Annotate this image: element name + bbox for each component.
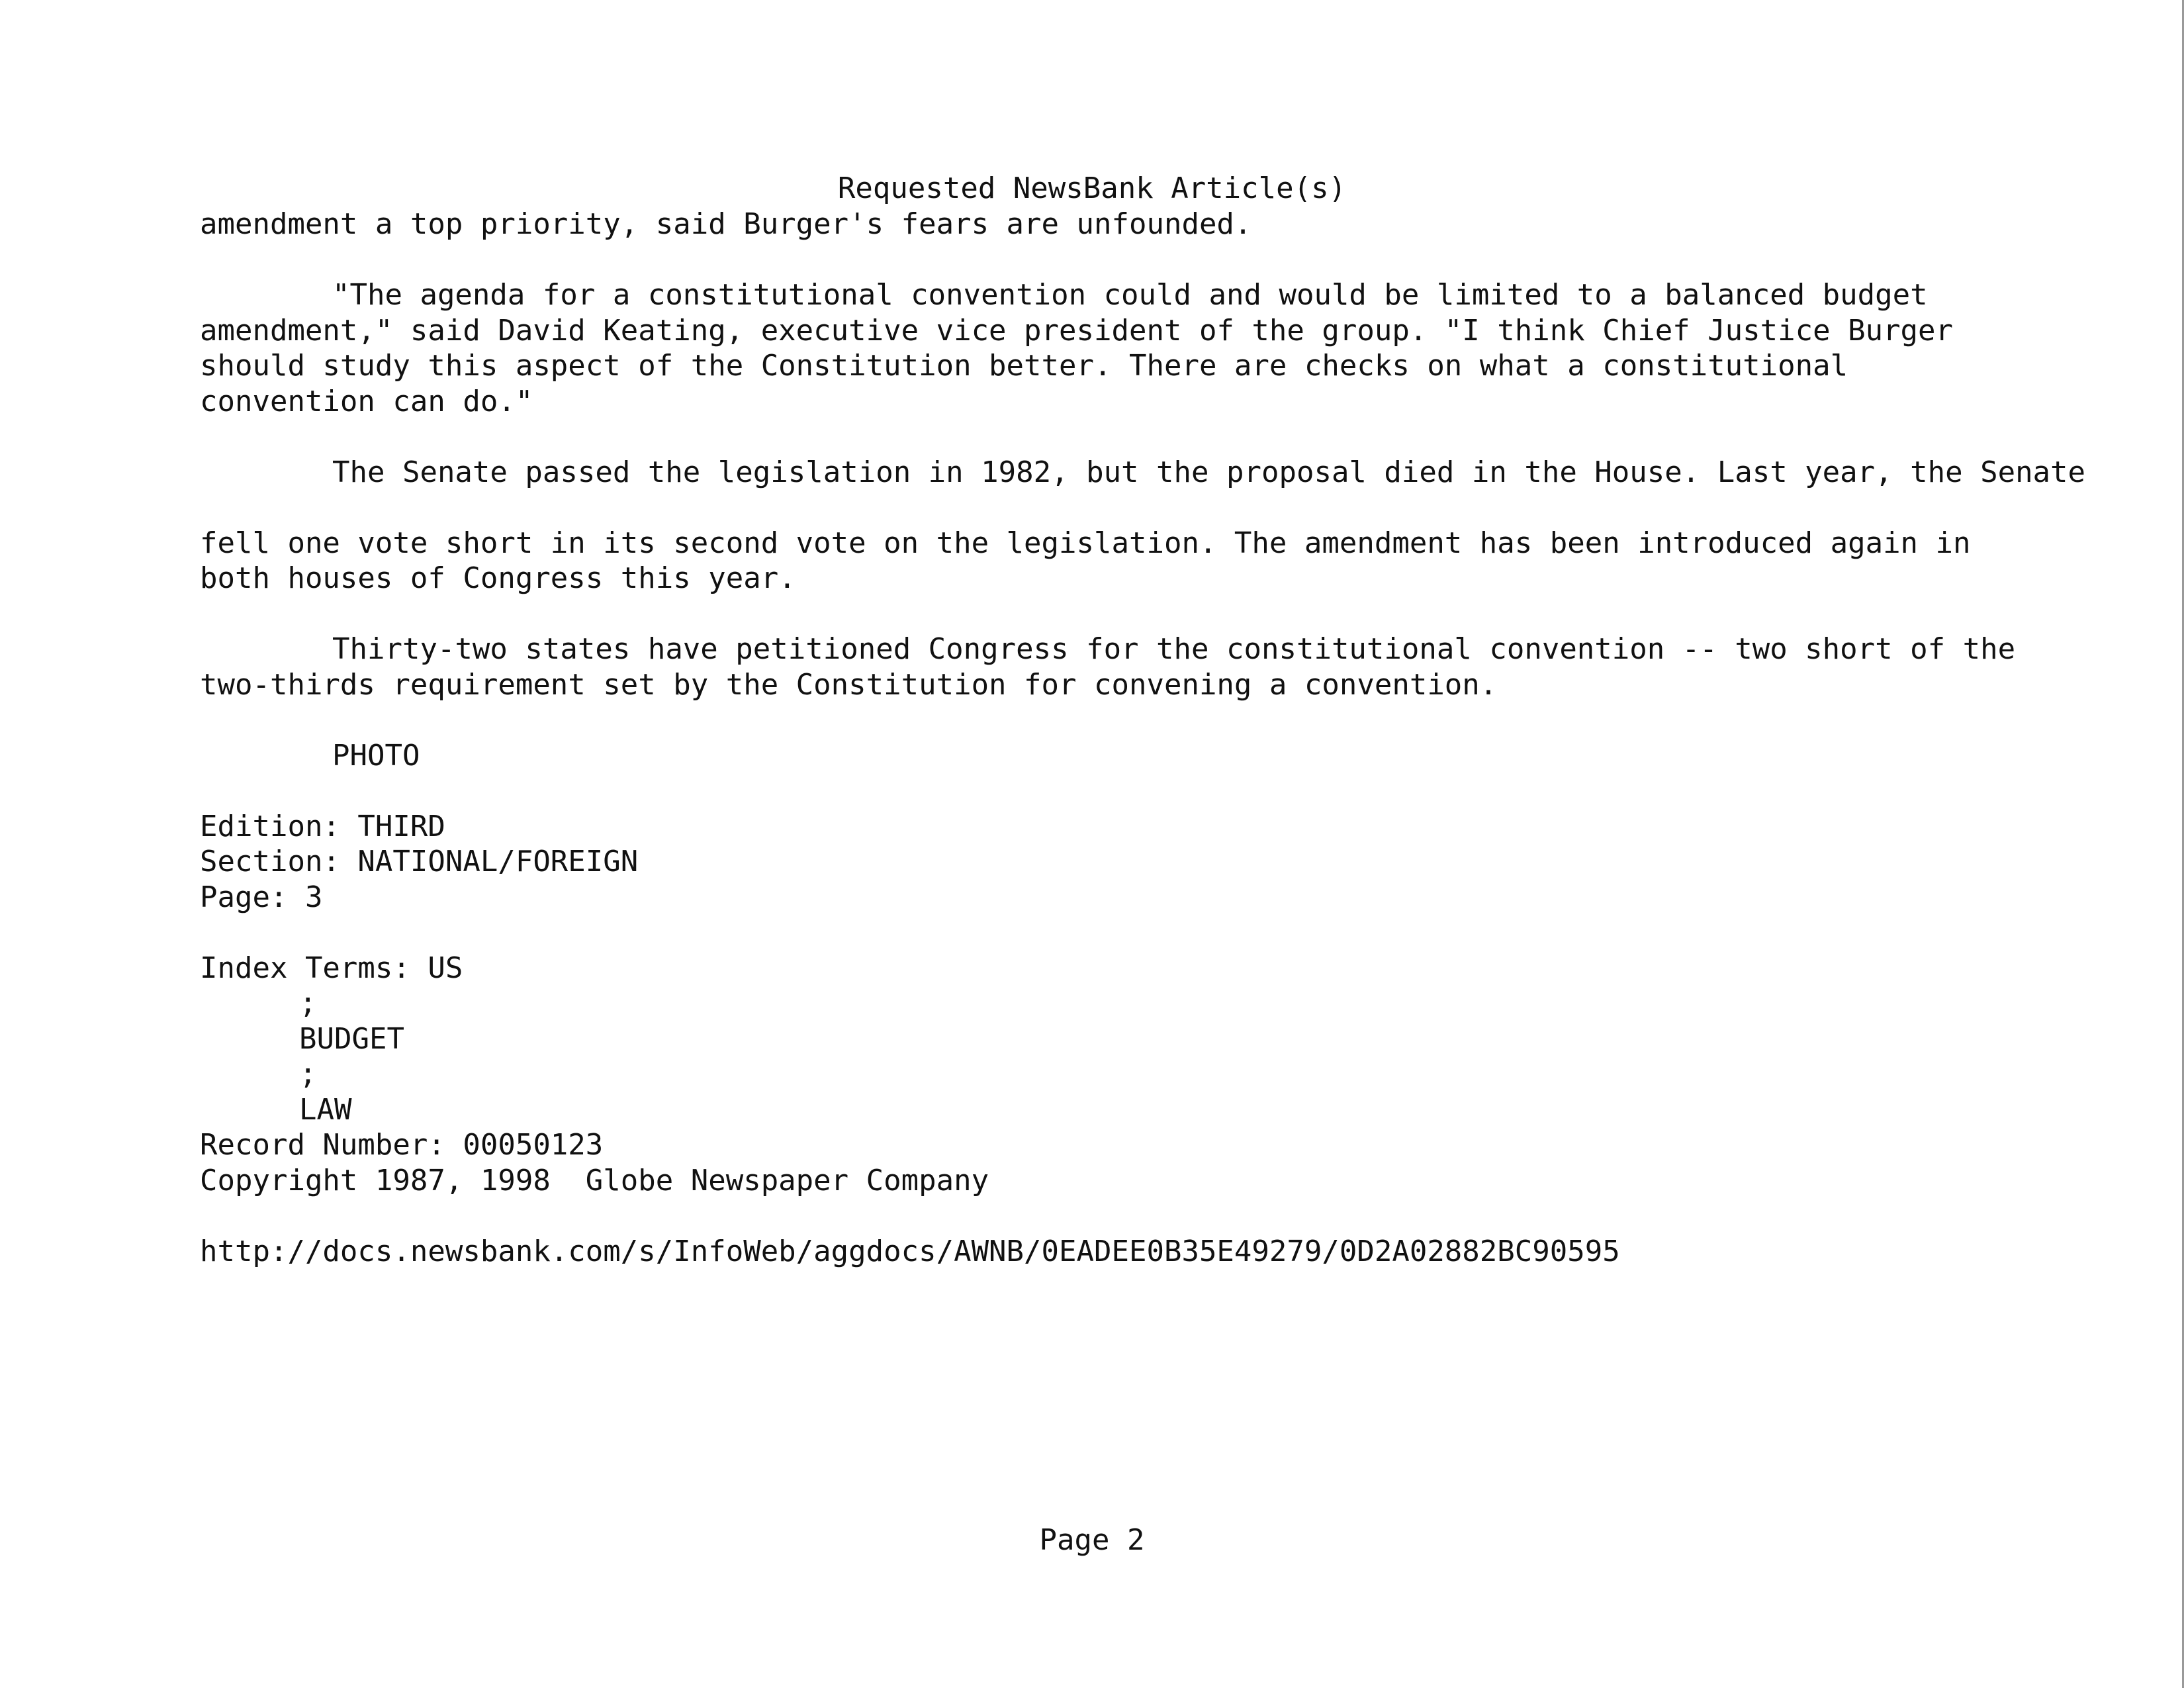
index-term: ; <box>299 986 317 1020</box>
page-number: Page 2 <box>1039 1523 1145 1557</box>
article-line: two-thirds requirement set by the Constitution for convening a convention. <box>200 667 1498 702</box>
article-line: fell one vote short in its second vote on the legislation. The amendment has been introduced again in <box>200 526 1971 560</box>
paragraph-spacer <box>200 490 2159 526</box>
page-field: Page: 3 <box>200 880 323 914</box>
photo-label: PHOTO <box>332 738 420 773</box>
paragraph-spacer <box>200 242 2159 278</box>
article-line: both houses of Congress this year. <box>200 561 796 595</box>
paragraph-spacer <box>200 1198 2159 1234</box>
copyright-notice: Copyright 1987, 1998 Globe Newspaper Company <box>200 1163 989 1197</box>
paragraph-spacer <box>200 596 2159 632</box>
article-line: amendment," said David Keating, executive vice president of the group. "I think Chief Justice Burger <box>200 313 1954 348</box>
article-line: Thirty-two states have petitioned Congress for the constitutional convention -- two short of the <box>332 632 2016 666</box>
paragraph-spacer <box>200 702 2159 738</box>
section-field: Section: NATIONAL/FOREIGN <box>200 845 639 878</box>
index-term: LAW <box>299 1092 352 1127</box>
source-url: http://docs.newsbank.com/s/InfoWeb/aggdocs/AWNB/0EADEE0B35E49279/0D2A02882BC90595 <box>200 1234 1620 1268</box>
document-header: Requested NewsBank Article(s) <box>837 171 1347 205</box>
record-number-field: Record Number: 00050123 <box>200 1128 604 1162</box>
paragraph-spacer <box>200 419 2159 455</box>
article-line: "The agenda for a constitutional convention could and would be limited to a balanced budget <box>332 278 1928 312</box>
article-line: should study this aspect of the Constitution better. There are checks on what a constitutional <box>200 349 1848 383</box>
index-term: ; <box>299 1057 317 1091</box>
index-term: BUDGET <box>299 1021 404 1056</box>
paragraph-spacer <box>200 915 2159 951</box>
index-terms-label: Index Terms: US <box>200 951 463 985</box>
edition-field: Edition: THIRD <box>200 809 445 843</box>
article-line: The Senate passed the legislation in 1982, but the proposal died in the House. Last year, the Senate <box>332 455 2086 489</box>
article-body <box>200 207 2159 1269</box>
article-line: amendment a top priority, said Burger's fears are unfounded. <box>200 207 1252 241</box>
article-line: convention can do." <box>200 384 533 418</box>
paragraph-spacer <box>200 773 2159 809</box>
